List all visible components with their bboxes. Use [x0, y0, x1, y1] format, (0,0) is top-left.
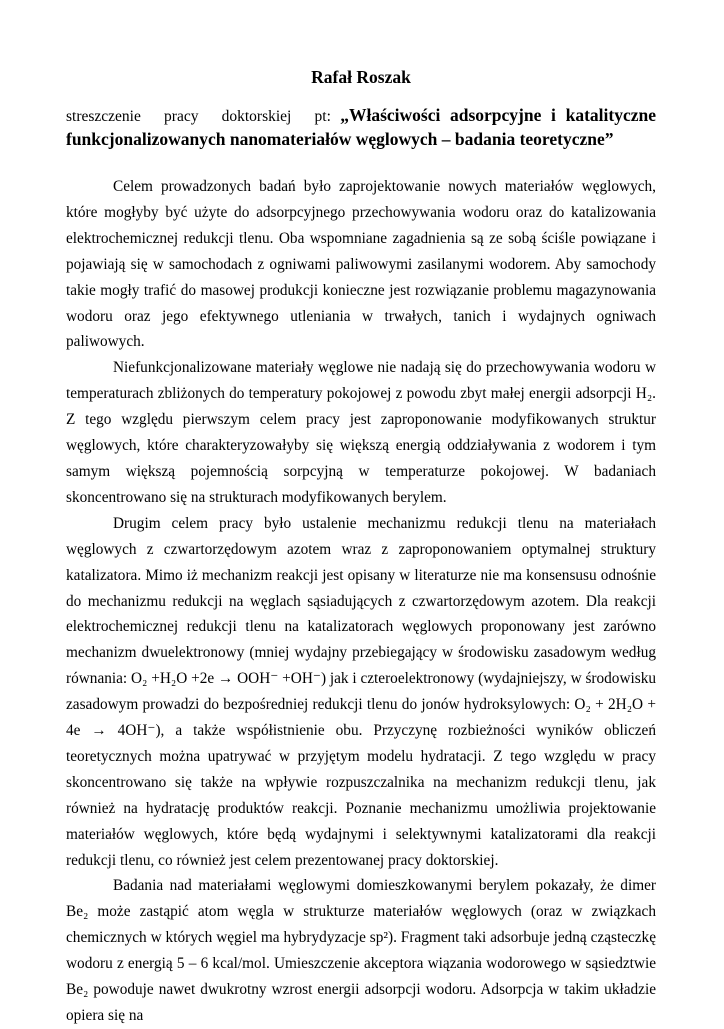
author-name: Rafał Roszak — [311, 67, 411, 87]
abstract-body — [66, 174, 656, 1029]
title-text: „Właściwości adsorpcyjne i katalityczne funkcjonalizowanych nanomateriałów węglowych – badania teoretyczne” — [66, 105, 656, 149]
thesis-title — [66, 104, 656, 152]
paragraph-1: Celem prowadzonych badań było zaprojektowanie nowych materiałów węglowych, które mogłyby być użyte do adsorpcyjnego przechowywania wodoru oraz do katalizowania elektrochemicznej redukcji tlenu. Oba wspomniane zagadnienia są ze sobą ściśle powiązane i pojawiają się w samochodach z ogniwami paliwowymi zasilanymi wodorem. Aby samochody takie mogły trafić do masowej produkcji konieczne jest rozwiązanie problemu magazynowania wodoru oraz jego efektywnego utleniania w trwałych, tanich i wydajnych ogniwach paliwowych. — [66, 178, 656, 351]
paragraph-3: Drugim celem pracy było ustalenie mechanizmu redukcji tlenu na materiałach węglowych z czwartorzędowym azotem wraz z zaproponowaniem optymalnej struktury katalizatora. Mimo iż mechanizm reakcji jest opisany w literaturze nie ma konsensusu odnośnie do mechanizmu redukcji na węglach sąsiadujących z czwartorzędowym azotem. Dla reakcji elektrochemicznej redukcji tlenu na katalizatorach węglowych proponowany jest zarówno mechanizm dwuelektronowy (mniej wydajny przebiegający w środowisku zasadowym według równania: O₂ +H₂O +2e → OOH⁻ +OH⁻) jak i czteroelektronowy (wydajniejszy, w środowisku zasadowym prowadzi do bezpośredniej redukcji tlenu do jonów hydroksylowych: O₂ + 2H₂O + 4e → 4OH⁻), a także współistnienie obu. Przyczynę rozbieżności wyników obliczeń teoretycznych można upatrywać w przyjętym modelu hydratacji. Z tego względu w pracy skoncentrowano się także na wpływie rozpuszczalnika na mechanizm redukcji tlenu, jak również na hydratację produktów reakcji. Poznanie mechanizmu umożliwia projektowanie materiałów węglowych, które będą wydajnymi i selektywnymi katalizatorami dla reakcji redukcji tlenu, co również jest celem prezentowanej pracy doktorskiej. — [66, 514, 656, 869]
paragraph-4: Badania nad materiałami węglowymi domieszkowanymi berylem pokazały, że dimer Be₂ może zastąpić atom węgla w strukturze materiałów węglowych (oraz w związkach chemicznych w których węgiel ma hybrydyzacje sp²). Fragment taki adsorbuje jedną cząsteczkę wodoru z energią 5 – 6 kcal/mol. Umieszczenie akceptora wiązania wodorowego w sąsiedztwie Be₂ powoduje nawet dwukrotny wzrost energii adsorpcji wodoru. Adsorpcja w takim układzie opiera się na — [66, 877, 656, 1024]
paragraph-2: Niefunkcjonalizowane materiały węglowe nie nadają się do przechowywania wodoru w temperaturach zbliżonych do temperatury pokojowej z powodu zbyt małej energii adsorpcji H₂. Z tego względu pierwszym celem pracy jest zaproponowanie modyfikowanych struktur węglowych, które charakteryzowałyby się większą energią oddziaływania z wodorem i tym samym większą pojemnością sorpcyjną w temperaturze pokojowej. W badaniach skoncentrowano się na strukturach modyfikowanych berylem. — [66, 359, 656, 506]
title-lead: streszczenie pracy doktorskiej pt: — [66, 108, 331, 125]
